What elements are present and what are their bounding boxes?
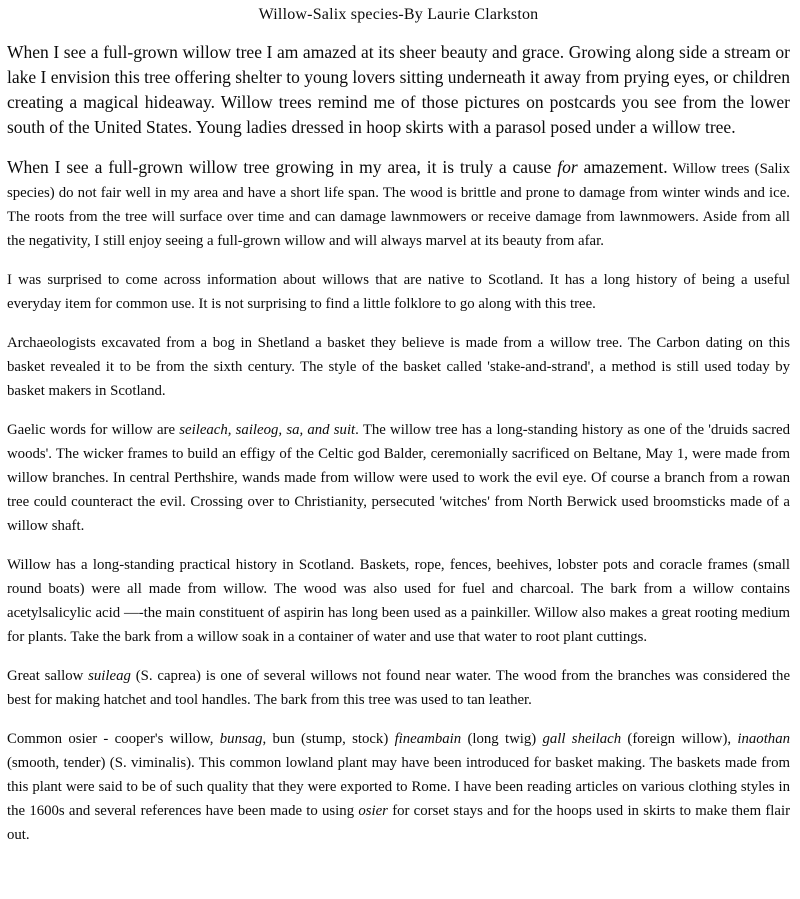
text-segment: for corset stays and for the hoops used in skirts to make them flair out.: [7, 803, 790, 843]
text-segment: (long twig): [461, 731, 543, 747]
text-segment: Willow trees (Salix species) do not fair well in my area and have a short life span. The wood is brittle and prone to damage from winter winds and ice. The roots from the tree will surface over time and can damage lawnmowers or receive damage from lawnmowers. Aside from all the negativity, I still enjoy seeing a full-grown willow and will always marvel at its beauty from afar.: [7, 161, 790, 249]
paragraph-shetland-basket: [7, 331, 790, 403]
text-segment: suileag: [88, 668, 131, 684]
text-segment: Archaeologists excavated from a bog in Shetland a basket they believe is made from a willow tree. The Carbon dating on this basket revealed it to be from the sixth century. The style of the basket called 'stake-and-strand', a method is still used today by basket makers in Scotland.: [7, 335, 790, 399]
paragraph-intro-beauty: [7, 40, 790, 140]
text-segment: osier: [358, 803, 388, 819]
paragraph-great-sallow: [7, 664, 790, 712]
text-segment: fineambain: [394, 731, 462, 747]
paragraph-practical-history: [7, 553, 790, 649]
text-segment: (S. caprea) is one of several willows not found near water. The wood from the branches was considered the best for making hatchet and tool handles. The bark from this tree was used to tan leather.: [7, 668, 791, 708]
text-segment: amazement.: [577, 157, 668, 177]
text-segment: for: [557, 157, 578, 177]
text-segment: inaothan: [737, 731, 791, 747]
text-segment: Willow has a long-standing practical history in Scotland. Baskets, rope, fences, beehives, lobster pots and coracle frames (small round boats) were all made from willow. The wood was also used for fuel and charcoal. The bark from a willow contains acetylsalicylic acid —-the main constituent of aspirin has long been used as a painkiller. Willow also makes a great rooting medium for plants. Take the bark from a willow soak in a container of water and use that water to root plant cuttings.: [7, 557, 790, 645]
text-segment: (foreign willow),: [621, 731, 738, 747]
text-segment: gall sheilach: [542, 731, 622, 747]
paragraph-my-area: [7, 155, 790, 253]
paragraph-gaelic-folklore: [7, 418, 790, 538]
text-segment: (smooth, tender) (S. viminalis). This common lowland plant may have been introduced for basket making. The baskets made from this plant were said to be of such quality that they were exported to Rome. I have been reading articles on various clothing styles in the 1600s and several references have been made to using: [7, 755, 790, 819]
text-segment: Gaelic words for willow are: [7, 422, 180, 438]
paragraph-common-osier: [7, 727, 790, 847]
text-segment: bunsag: [219, 731, 263, 747]
text-segment: Great sallow: [7, 668, 89, 684]
text-segment: . The willow tree has a long-standing history as one of the 'druids sacred woods'. The wicker frames to build an effigy of the Celtic god Balder, ceremonially sacrificed on Beltane, May 1, were made from willow branches. In central Perthshire, wands made from willow were used to work the evil eye. Of course a branch from a rowan tree could counteract the evil. Crossing over to Christianity, persecuted 'witches' from North Berwick used broomsticks made of a willow shaft.: [7, 422, 790, 534]
paragraph-scotland-intro: [7, 268, 790, 316]
document-title: Willow-Salix species-By Laurie Clarkston: [258, 6, 539, 23]
text-segment: I was surprised to come across information about willows that are native to Scotland. It has a long history of being a useful everyday item for common use. It is not surprising to find a little folklore to go along with this tree.: [7, 272, 790, 312]
text-segment: Common osier - cooper's willow,: [7, 731, 220, 747]
text-segment: , bun (stump, stock): [262, 731, 395, 747]
text-segment: When I see a full-grown willow tree I am amazed at its sheer beauty and grace. Growing along side a stream or lake I envision this tree offering shelter to young lovers sitting underneath it away from prying eyes, or children creating a magical hideaway. Willow trees remind me of those pictures on postcards you see from the lower south of the United States. Young ladies dressed in hoop skirts with a parasol posed under a willow tree.: [7, 42, 790, 137]
text-segment: When I see a full-grown willow tree growing in my area, it is truly a cause: [7, 157, 558, 177]
text-segment: seileach, saileog, sa, and suit: [179, 422, 356, 438]
